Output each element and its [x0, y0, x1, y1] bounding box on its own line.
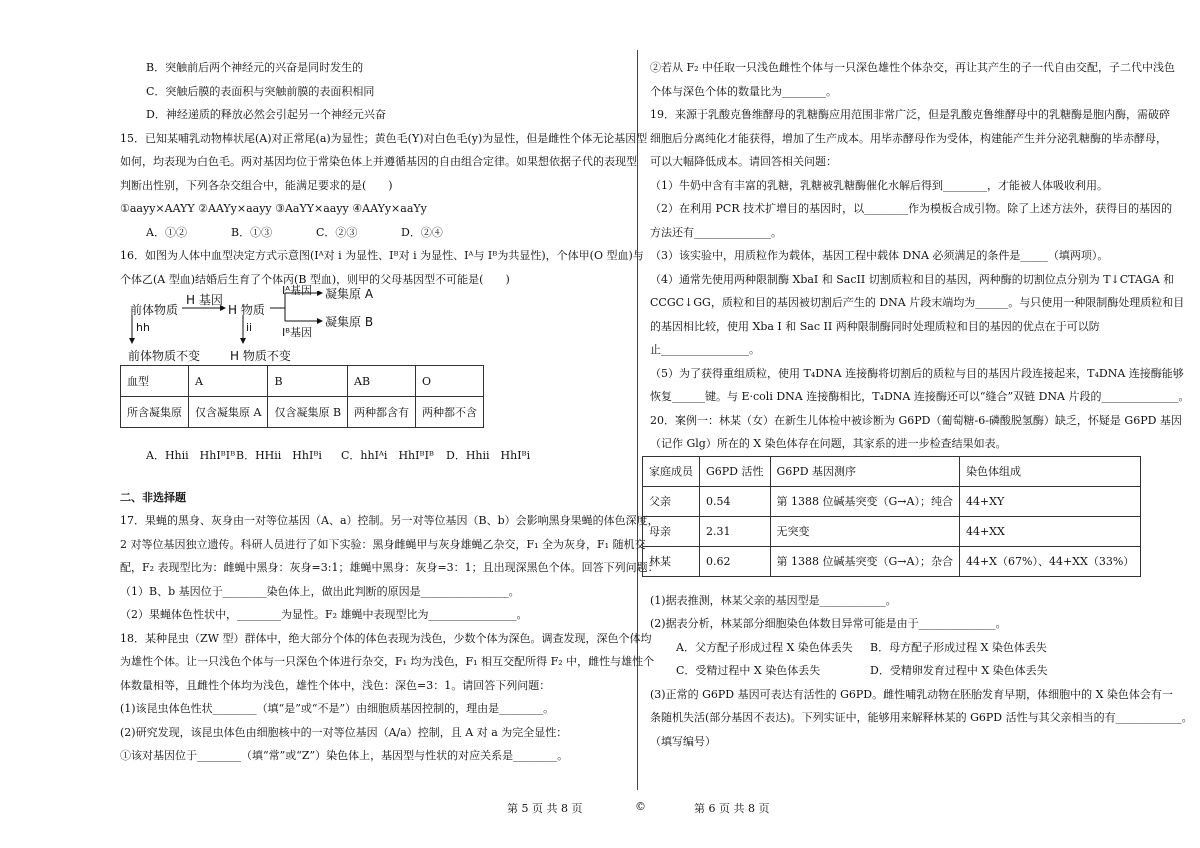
- q17-line: 配，F₂ 表现型比为：雌蝇中黑身：灰身=3:1；雄蝇中黑身：灰身=3：1；且出现深黑色个体。回答下列问题：: [120, 561, 659, 574]
- q19-line: （5）为了获得重组质粒，使用 T₄DNA 连接酶将切割后的质粒与目的基因片段连接起来，T₄DNA 连接酶能够: [650, 366, 1184, 380]
- q20-line: (2)据表分析，林某部分细胞染色体数目异常可能是由于______________。: [650, 617, 1007, 630]
- q19-line: 的基因相比较，使用 Xba I 和 Sac II 两种限制酶同时处理质粒和目的基因的优点在于可以防: [650, 319, 1100, 333]
- table-cell: 第 1388 位碱基突变（G→A）；杂合: [770, 546, 959, 576]
- table-cell: 两种都含有: [348, 397, 416, 428]
- q16-option-d: D．Hhii HhIᴮi: [446, 449, 531, 462]
- q17-line: 17．果蝇的黑身、灰身由一对等位基因（A、a）控制。另一对等位基因（B、b）会影响黑身果蝇的体色深度，: [120, 514, 659, 527]
- right-column: [649, 56, 1193, 753]
- table-cell: 染色体组成: [959, 456, 1140, 486]
- table-cell: 44+XX: [959, 516, 1140, 546]
- left-column: [120, 56, 659, 768]
- precursor-label: 前体物质: [130, 303, 179, 317]
- table-cell: G6PD 活性: [700, 456, 771, 486]
- table-cell: 仅含凝集原 B: [268, 397, 348, 428]
- table-cell: A: [189, 366, 268, 397]
- q15-option-a: A．①②: [146, 225, 187, 239]
- q19-line: （4）通常先使用两种限制酶 XbaI 和 SacII 切割质粒和目的基因，两种酶的切割位点分别为 T↓CTAGA 和: [650, 272, 1175, 286]
- table-row: [643, 486, 1141, 516]
- ii-label: ii: [246, 321, 253, 334]
- q16-option-c: C．hhIᴬi HhIᴮIᴮ: [341, 449, 435, 462]
- table-cell: 家庭成员: [643, 456, 700, 486]
- q18-line: 体数量相等，且雌性个体均为浅色，雄性个体中，浅色：深色=3：1。请回答下列问题：: [120, 678, 551, 692]
- q16-option-a: A．Hhii HhIᴮIᴮ: [146, 449, 236, 462]
- q18-line: (2)研究发现，该昆虫体色由细胞核中的一对等位基因（A/a）控制，且 A 对 a 为完全显性：: [120, 725, 568, 739]
- q19-line: 恢复______键。与 E·coli DNA 连接酶相比，T₄DNA 连接酶还可以“缝合”双链 DNA 片段的______________。: [650, 390, 1190, 403]
- section-heading: 二、非选择题: [120, 490, 186, 504]
- q19-line: （1）牛奶中含有丰富的乳糖，乳糖被乳糖酶催化水解后得到________，才能被人体吸收利用。: [650, 178, 1108, 192]
- q18-line: ①该对基因位于________（填“常”或“Z”）染色体上，基因型与性状的对应关系是________。: [120, 749, 569, 762]
- q20-option-c: C．受精过程中 X 染色体丢失: [676, 664, 821, 677]
- column-divider: [637, 50, 638, 790]
- q15-line: 判断出性别，下列各杂交组合中，能满足要求的是( ): [120, 178, 393, 192]
- table-cell: 0.62: [700, 546, 771, 576]
- q20-line: 条随机失活(部分基因不表达)。下列实证中，能够用来解释林某的 G6PD 活性与其父亲相当的有____________。: [650, 711, 1193, 724]
- q18-line: 为雄性个体。让一只浅色个体与一只深色个体进行杂交，F₁ 均为浅色，F₁ 相互交配所得 F₂ 中，雌性与雄性个: [120, 655, 655, 668]
- q20-line: (1)据表推测，林某父亲的基因型是____________。: [650, 593, 897, 607]
- q19-line: 19．来源于乳酸克鲁维酵母的乳糖酶应用范围非常广泛，但是乳酸克鲁维酵母中的乳糖酶是胞内酶，需破碎: [650, 108, 1170, 121]
- table-cell: 无突变: [770, 516, 959, 546]
- table-cell: 44+XY: [959, 486, 1140, 516]
- hh-label: hh: [136, 321, 150, 334]
- q19-line: 可以大幅降低成本。请回答相关问题：: [650, 155, 837, 168]
- q19-line: 止________________。: [650, 343, 760, 356]
- table-cell: 仅含凝集原 A: [189, 397, 268, 428]
- q14-option-d: D．神经递质的释放必然会引起另一个神经元兴奋: [146, 108, 386, 121]
- family-table: [642, 456, 1141, 577]
- q15-option-b: B．①③: [231, 225, 273, 239]
- table-row: [121, 366, 484, 397]
- q20-line: (3)正常的 G6PD 基因可表达有活性的 G6PD。雌性哺乳动物在胚胎发育早期，体细胞中的 X 染色体会有一: [650, 687, 1173, 701]
- q15-option-d: D．②④: [401, 225, 443, 239]
- q17-line: （1）B、b 基因位于________染色体上，做出此判断的原因是________________。: [120, 584, 520, 598]
- q15-option-c: C．②③: [316, 225, 358, 239]
- table-row: [643, 516, 1141, 546]
- q15-line: ①aayy×AAYY ②AAYy×aayy ③AaYY×aayy ④AAYy×aaYy: [120, 202, 427, 215]
- page-number-right: 第 6 页 共 8 页: [694, 802, 770, 815]
- q16-line: 个体乙(A 型血)结婚后生育了个体丙(B 型血)，则甲的父母基因型不可能是( ): [120, 272, 510, 286]
- h-gene-label: H 基因: [186, 293, 223, 307]
- table-cell: AB: [348, 366, 416, 397]
- precursor-unchanged-label: 前体物质不变: [128, 349, 201, 363]
- q18-line: ②若从 F₂ 中任取一只浅色雌性个体与一只深色雄性个体杂交，再让其产生的子一代自由交配，子二代中浅色: [650, 61, 1176, 74]
- table-cell: 44+X（67%）、44+XX（33%）: [959, 546, 1140, 576]
- q19-line: 细胞后分离纯化才能获得，增加了生产成本。用毕赤酵母作为受体，构建能产生并分泌乳糖酶的毕赤酵母，: [650, 131, 1167, 145]
- q19-line: 方法还有______________。: [650, 225, 782, 239]
- q20-line: （填写编号）: [650, 734, 716, 748]
- q14-option-b: B．突触前后两个神经元的兴奋是同时发生的: [146, 61, 364, 74]
- table-cell: 母亲: [643, 516, 700, 546]
- table-cell: G6PD 基因测序: [770, 456, 959, 486]
- table-cell: 0.54: [700, 486, 771, 516]
- q18-line: 18．某种昆虫（ZW 型）群体中，绝大部分个体的体色表现为浅色，少数个体为深色。调查发现，深色个体均: [120, 631, 652, 645]
- table-cell: 第 1388 位碱基突变（G→A）；纯合: [770, 486, 959, 516]
- q14-option-c: C．突触后膜的表面积与突触前膜的表面积相同: [146, 84, 375, 98]
- q16-line: 16．如图为人体中血型决定方式示意图(Iᴬ对 i 为显性、Iᴮ对 i 为显性、Iᴬ与 Iᴮ为共显性)，个体甲(O 型血)与: [120, 249, 644, 262]
- table-cell: 父亲: [643, 486, 700, 516]
- q19-line: CCGC↓GG，质粒和目的基因被切割后产生的 DNA 片段末端均为______。与只使用一种限制酶处理质粒和目: [650, 296, 1185, 309]
- q16-options: [120, 444, 625, 468]
- q20-option-d: D．受精卵发育过程中 X 染色体丢失: [870, 664, 1048, 677]
- q16-option-b: B．HHii HhIᴮi: [236, 449, 322, 462]
- agglutinogen-a-label: 凝集原 A: [325, 287, 374, 301]
- table-row: [121, 397, 484, 428]
- q15-line: 如何，均表现为白色毛。两对基因均位于常染色体上并遵循基因的自由组合定律。如果想依据子代的表现型: [120, 155, 637, 168]
- table-cell: 所含凝集原: [121, 397, 189, 428]
- table-cell: 2.31: [700, 516, 771, 546]
- q15-line: 15．已知某哺乳动物棒状尾(A)对正常尾(a)为显性；黄色毛(Y)对白色毛(y)为显性，但是雌性个体无论基因型: [120, 131, 648, 145]
- q17-line: （2）果蝇体色性状中，________为显性。F₂ 雄蝇中表现型比为________________。: [120, 608, 528, 621]
- blood-type-diagram: [120, 284, 625, 363]
- table-cell: 两种都不含: [416, 397, 484, 428]
- table-row: [643, 546, 1141, 576]
- q19-line: （3）该实验中，用质粒作为载体，基因工程中载体 DNA 必须满足的条件是_____（填两项）。: [650, 249, 1109, 262]
- table-row: [643, 456, 1141, 486]
- q15-options: [120, 221, 625, 245]
- blood-type-table: [120, 365, 484, 428]
- h-unchanged-label: H 物质不变: [230, 349, 291, 363]
- h-substance-label: H 物质: [228, 303, 265, 317]
- copyright-symbol: ©: [635, 800, 646, 813]
- q20-options: [650, 636, 1155, 660]
- q20-options: [650, 659, 1155, 683]
- q20-line: 20．案例一：林某（女）在新生儿体检中被诊断为 G6PD（葡萄糖-6-磷酸脱氢酶）缺乏，怀疑是 G6PD 基因: [650, 413, 1182, 427]
- q19-line: （2）在利用 PCR 技术扩增目的基因时，以________作为模板合成引物。除了上述方法外，获得目的基因的: [650, 202, 1173, 215]
- q20-option-a: A．父方配子形成过程 X 染色体丢失: [676, 640, 853, 654]
- q20-line: （记作 Glg）所在的 X 染色体存在问题，其家系的进一步检查结果如表。: [650, 437, 1007, 450]
- q18-line: 个体与深色个体的数量比为________。: [650, 84, 837, 98]
- ib-gene-label: Iᴮ基因: [282, 326, 312, 339]
- page-number-left: 第 5 页 共 8 页: [507, 802, 583, 815]
- q18-line: (1)该昆虫体色性状________（填“是”或“不是”）由细胞质基因控制的，理由是________。: [120, 702, 555, 715]
- q17-line: 2 对等位基因独立遗传。科研人员进行了如下实验：黑身雌蝇甲与灰身雄蝇乙杂交，F₁ 全为灰身，F₁ 随机交: [120, 537, 646, 551]
- table-cell: O: [416, 366, 484, 397]
- table-cell: 林某: [643, 546, 700, 576]
- table-cell: B: [268, 366, 348, 397]
- agglutinogen-b-label: 凝集原 B: [325, 315, 374, 329]
- table-cell: 血型: [121, 366, 189, 397]
- q20-option-b: B．母方配子形成过程 X 染色体丢失: [870, 640, 1047, 654]
- ia-gene-label: Iᴬ基因: [282, 284, 312, 297]
